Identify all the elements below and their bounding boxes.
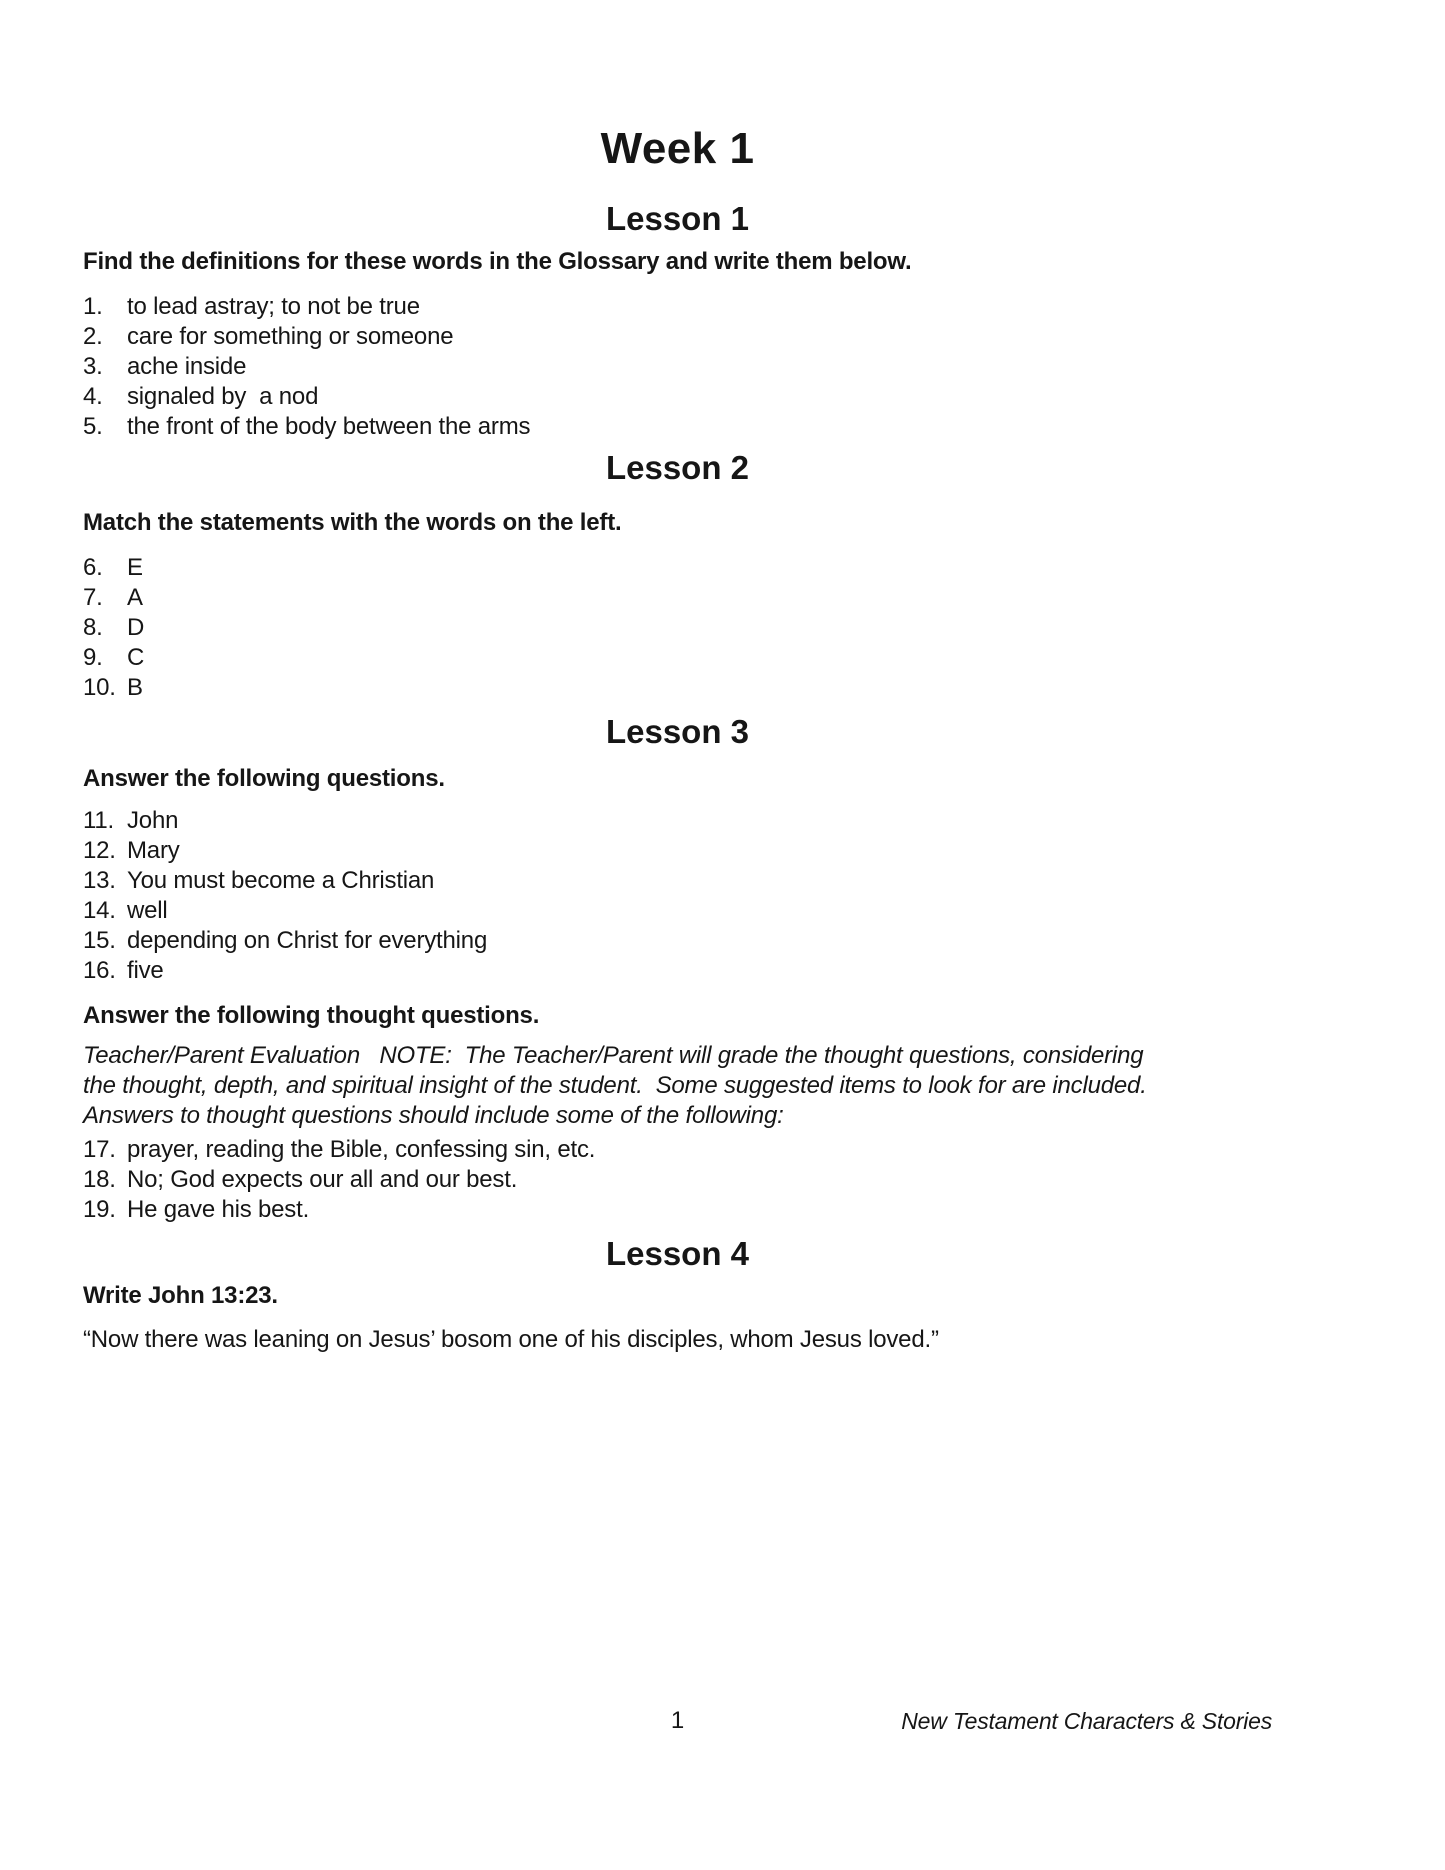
answer-number: 16. — [83, 957, 116, 984]
page-number: 1 — [670, 1707, 685, 1734]
answer-row — [83, 583, 1272, 613]
lesson-2-answer-list — [83, 553, 1272, 703]
answer-number: 15. — [83, 927, 116, 954]
answer-row — [83, 292, 1272, 322]
answer-number: 18. — [83, 1166, 116, 1193]
answer-text: He gave his best. — [127, 1196, 310, 1223]
answer-number: 2. — [83, 323, 103, 350]
answer-number: 12. — [83, 837, 116, 864]
answer-text: A — [127, 584, 143, 611]
book-title: New Testament Characters & Stories — [901, 1708, 1272, 1734]
answer-row — [83, 412, 1272, 442]
john-13-23-verse: “Now there was leaning on Jesus’ bosom one of his disciples, whom Jesus loved.” — [83, 1326, 939, 1353]
answer-row — [83, 553, 1272, 583]
answer-number: 19. — [83, 1196, 116, 1223]
answer-row — [83, 806, 1272, 836]
answer-text: ache inside — [127, 353, 247, 380]
answer-text: the front of the body between the arms — [127, 413, 531, 440]
lesson-3-instruction: Answer the following questions. — [83, 765, 445, 792]
lesson-4-heading: Lesson 4 — [605, 1235, 750, 1272]
answer-text: No; God expects our all and our best. — [127, 1166, 518, 1193]
teacher-parent-evaluation-note — [83, 1041, 1272, 1131]
answer-row — [83, 1195, 1272, 1225]
answer-text: prayer, reading the Bible, confessing sin, etc. — [127, 1136, 596, 1163]
answer-text: Mary — [127, 837, 180, 864]
answer-number: 10. — [83, 674, 116, 701]
answer-number: 8. — [83, 614, 103, 641]
answer-text: five — [127, 957, 164, 984]
lesson-1-answer-list — [83, 292, 1272, 442]
answer-row — [83, 352, 1272, 382]
answer-row — [83, 866, 1272, 896]
answer-row — [83, 926, 1272, 956]
note-line: Answers to thought questions should include some of the following: — [83, 1102, 784, 1129]
answer-row — [83, 1165, 1272, 1195]
answer-number: 6. — [83, 554, 103, 581]
answer-number: 1. — [83, 293, 103, 320]
answer-row — [83, 896, 1272, 926]
answer-number: 7. — [83, 584, 103, 611]
answer-text: well — [127, 897, 168, 924]
answer-number: 4. — [83, 383, 103, 410]
answer-text: B — [127, 674, 143, 701]
lesson-1-instruction: Find the definitions for these words in the Glossary and write them below. — [83, 248, 912, 275]
answer-number: 14. — [83, 897, 116, 924]
answer-number: 11. — [83, 807, 114, 834]
answer-text: You must become a Christian — [127, 867, 435, 894]
answer-row — [83, 643, 1272, 673]
answer-row — [83, 1135, 1272, 1165]
answer-text: signaled by a nod — [127, 383, 319, 410]
answer-number: 9. — [83, 644, 103, 671]
answer-number: 17. — [83, 1136, 116, 1163]
answer-number: 13. — [83, 867, 116, 894]
note-line: Teacher/Parent Evaluation NOTE: The Teacher/Parent will grade the thought questions, considering — [83, 1042, 1144, 1069]
note-line: the thought, depth, and spiritual insight of the student. Some suggested items to look for are included. — [83, 1072, 1147, 1099]
thought-answer-list — [83, 1135, 1272, 1225]
answer-row — [83, 673, 1272, 703]
answer-row — [83, 382, 1272, 412]
lesson-4-instruction: Write John 13:23. — [83, 1282, 278, 1309]
answer-number: 3. — [83, 353, 103, 380]
answer-text: John — [127, 807, 179, 834]
lesson-3-answer-list — [83, 806, 1272, 986]
answer-text: depending on Christ for everything — [127, 927, 488, 954]
answer-text: D — [127, 614, 145, 641]
lesson-2-heading: Lesson 2 — [605, 449, 750, 486]
answer-row — [83, 956, 1272, 986]
answer-row — [83, 613, 1272, 643]
answer-text: care for something or someone — [127, 323, 454, 350]
answer-row — [83, 322, 1272, 352]
lesson-1-heading: Lesson 1 — [605, 200, 750, 237]
week-title: Week 1 — [600, 124, 755, 173]
lesson-2-instruction: Match the statements with the words on the left. — [83, 509, 622, 536]
page-footer — [83, 1706, 1272, 1736]
answer-row — [83, 836, 1272, 866]
answer-text: E — [127, 554, 143, 581]
lesson-3-heading: Lesson 3 — [605, 713, 750, 750]
thought-questions-instruction: Answer the following thought questions. — [83, 1002, 540, 1029]
answer-number: 5. — [83, 413, 103, 440]
answer-text: to lead astray; to not be true — [127, 293, 420, 320]
answer-text: C — [127, 644, 145, 671]
